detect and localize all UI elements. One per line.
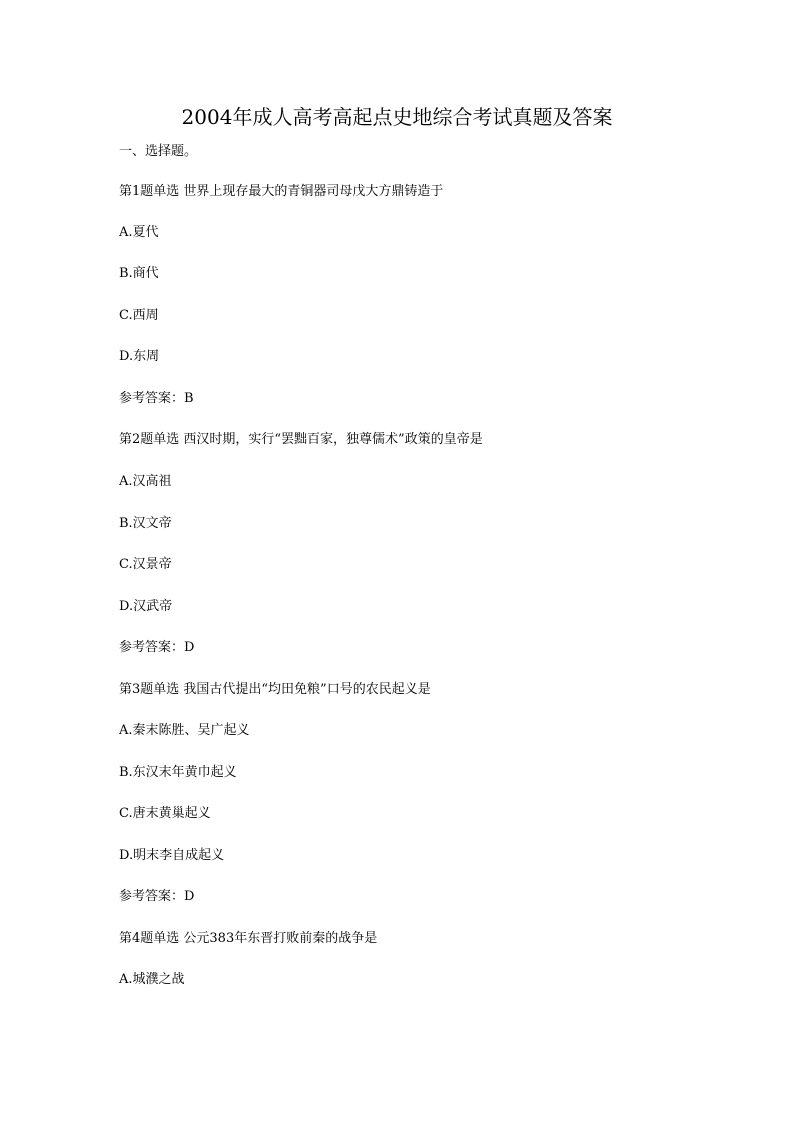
- question-2-option-d: D.汉武帝: [119, 599, 173, 614]
- question-3-answer: 参考答案：D: [119, 889, 195, 904]
- question-3-option-d: D.明末李自成起义: [119, 848, 225, 863]
- question-3-option-a: A.秦末陈胜、吴广起义: [119, 723, 250, 738]
- question-2-option-a: A.汉高祖: [119, 474, 172, 489]
- question-2-option-c: C.汉景帝: [119, 557, 172, 572]
- question-1-stem: 第1题单选 世界上现存最大的青铜器司母戊大方鼎铸造于: [119, 184, 444, 199]
- question-3-option-c: C.唐末黄巢起义: [119, 806, 211, 821]
- question-2-answer: 参考答案：D: [119, 640, 195, 655]
- document-title: 2004年成人高考高起点史地综合考试真题及答案: [181, 105, 613, 129]
- question-1-answer: 参考答案：B: [119, 391, 194, 406]
- question-1-option-b: B.商代: [119, 266, 159, 281]
- question-4-option-a: A.城濮之战: [119, 972, 185, 987]
- question-4-stem: 第4题单选 公元383年东晋打败前秦的战争是: [119, 931, 378, 946]
- question-2-stem: 第2题单选 西汉时期，实行“罢黜百家，独尊儒术”政策的皇帝是: [119, 432, 483, 447]
- question-1-option-a: A.夏代: [119, 225, 159, 240]
- question-2-option-b: B.汉文帝: [119, 516, 172, 531]
- section-heading: 一、选择题。: [119, 144, 198, 159]
- question-3-option-b: B.东汉末年黄巾起义: [119, 765, 237, 780]
- question-3-stem: 第3题单选 我国古代提出“均田免粮”口号的农民起义是: [119, 682, 431, 697]
- question-1-option-d: D.东周: [119, 349, 160, 364]
- question-1-option-c: C.西周: [119, 308, 159, 323]
